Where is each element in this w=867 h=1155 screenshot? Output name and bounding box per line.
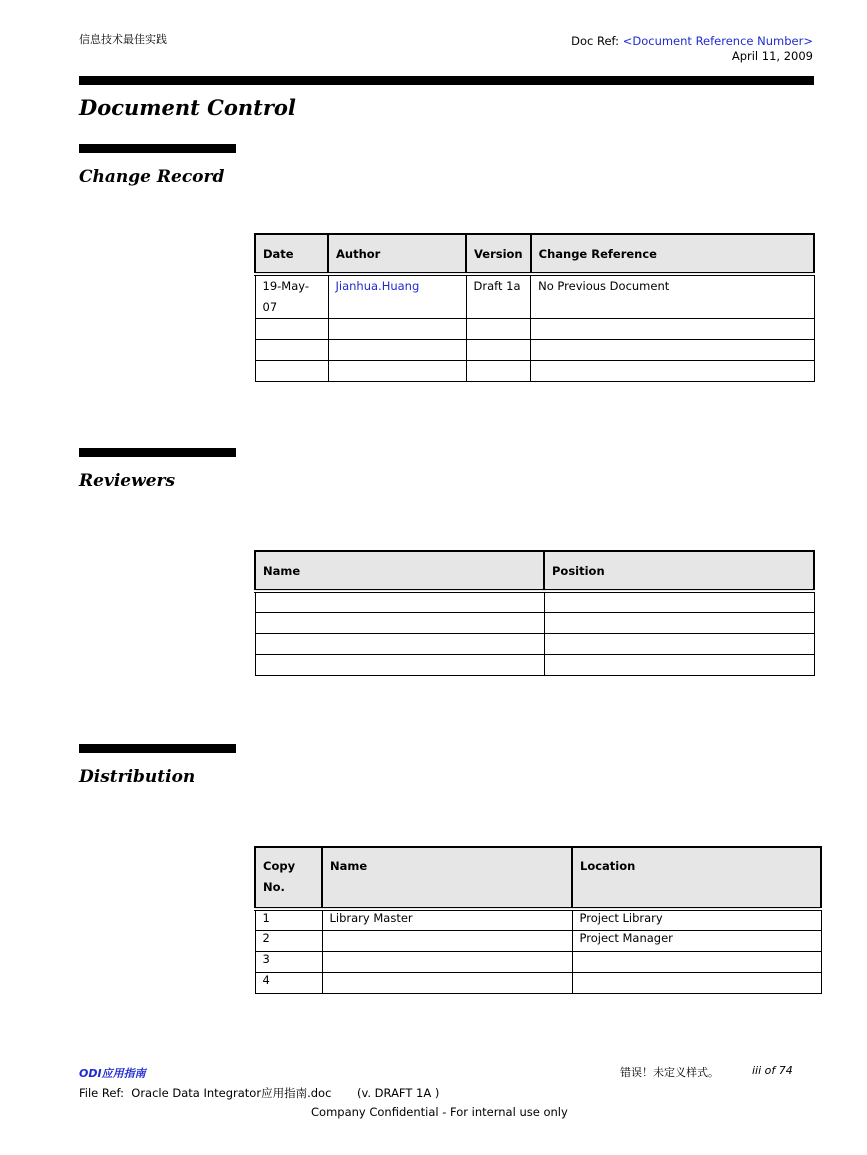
cell-copy-no: 4 — [255, 972, 322, 993]
cell-date — [255, 340, 328, 361]
footer-doc-name: ODI应用指南 — [79, 1067, 146, 1080]
col-header-name: Name — [255, 551, 544, 591]
cell-author — [328, 361, 466, 382]
col-header-change-reference: Change Reference — [531, 234, 814, 274]
reviewers-table — [254, 550, 815, 676]
cell-date — [255, 319, 328, 340]
cell-author — [328, 340, 466, 361]
cell-position — [544, 591, 814, 612]
table-row — [255, 319, 814, 340]
page-title: Document Control — [79, 95, 296, 120]
table-row — [255, 612, 814, 633]
cell-position — [544, 654, 814, 675]
doc-ref-value[interactable]: <Document Reference Number> — [622, 34, 813, 48]
header-left-text: 信息技术最佳实践 — [79, 33, 167, 46]
cell-version — [466, 340, 531, 361]
col-header-author: Author — [328, 234, 466, 274]
section-bar-distribution — [79, 744, 236, 753]
footer-error-text: 错误！未定义样式。 — [620, 1066, 719, 1079]
header-rule — [79, 76, 814, 85]
footer-confidential: Company Confidential - For internal use only — [311, 1105, 568, 1119]
cell-name — [255, 654, 544, 675]
cell-name — [255, 633, 544, 654]
col-header-position: Position — [544, 551, 814, 591]
cell-change-reference — [531, 319, 814, 340]
cell-date: 19-May-07 — [255, 274, 328, 319]
cell-change-reference — [531, 340, 814, 361]
cell-location: Project Library — [572, 909, 821, 930]
col-header-date: Date — [255, 234, 328, 274]
cell-name — [322, 972, 572, 993]
cell-version: Draft 1a — [466, 274, 531, 319]
cell-change-reference — [531, 361, 814, 382]
col-header-copy-no: Copy No. — [255, 847, 322, 909]
table-row — [255, 591, 814, 612]
cell-version — [466, 361, 531, 382]
header-doc-ref — [571, 34, 813, 64]
cell-location — [572, 951, 821, 972]
cell-name — [255, 612, 544, 633]
cell-author-link[interactable]: Jianhua.Huang — [328, 274, 466, 319]
cell-position — [544, 633, 814, 654]
cell-change-reference: No Previous Document — [531, 274, 814, 319]
cell-name — [255, 591, 544, 612]
cell-version — [466, 319, 531, 340]
col-header-version: Version — [466, 234, 531, 274]
section-bar-change-record — [79, 144, 236, 153]
col-header-location: Location — [572, 847, 821, 909]
table-header-row — [255, 234, 814, 274]
footer-page-number: iii of 74 — [752, 1064, 793, 1077]
header-date: April 11, 2009 — [731, 49, 813, 63]
doc-ref-label: Doc Ref: — [571, 34, 620, 48]
cell-copy-no: 3 — [255, 951, 322, 972]
table-row — [255, 972, 821, 993]
cell-copy-no: 1 — [255, 909, 322, 930]
cell-location — [572, 972, 821, 993]
section-title-reviewers: Reviewers — [79, 471, 176, 491]
table-row — [255, 654, 814, 675]
cell-position — [544, 612, 814, 633]
change-record-table — [254, 233, 815, 382]
distribution-table — [254, 846, 822, 994]
table-row — [255, 951, 821, 972]
cell-name: Library Master — [322, 909, 572, 930]
table-row — [255, 361, 814, 382]
table-row — [255, 274, 814, 319]
table-header-row — [255, 847, 821, 909]
section-bar-reviewers — [79, 448, 236, 457]
table-row — [255, 909, 821, 930]
table-header-row — [255, 551, 814, 591]
cell-name — [322, 930, 572, 951]
footer-file-ref: File Ref: Oracle Data Integrator应用指南.doc (v. DRAFT 1A ) — [79, 1086, 440, 1100]
table-row — [255, 633, 814, 654]
section-title-distribution: Distribution — [79, 767, 196, 787]
cell-date — [255, 361, 328, 382]
section-title-change-record: Change Record — [79, 167, 225, 187]
cell-author — [328, 319, 466, 340]
cell-location: Project Manager — [572, 930, 821, 951]
table-row — [255, 340, 814, 361]
cell-name — [322, 951, 572, 972]
cell-copy-no: 2 — [255, 930, 322, 951]
col-header-name: Name — [322, 847, 572, 909]
table-row — [255, 930, 821, 951]
